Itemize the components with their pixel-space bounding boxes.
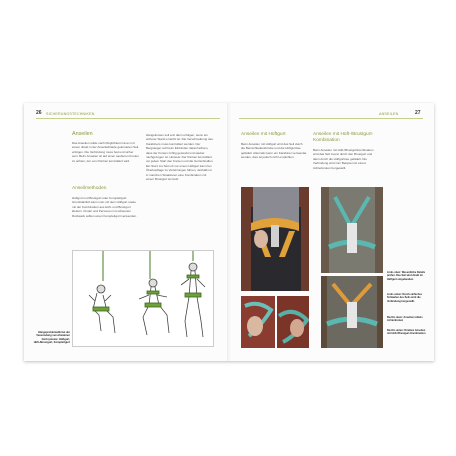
figure-caption: Hängeproblematik bei der Verwendung verschiedener Gurtsysteme: Hüftgurt, Hüft-/Brustgurt, Komplettgurt [33, 331, 70, 345]
photo-caption: Links unten: Durch einfaches Schlaufen des Seils wird die Verbindung hergestellt. [387, 293, 423, 303]
page-number-left: 26 [36, 110, 42, 116]
climber-full-harness [181, 263, 205, 337]
climber-combo-harness [139, 279, 169, 335]
climbers-drawing [73, 251, 213, 346]
hip-harness-photo [241, 187, 309, 291]
left-page [24, 103, 229, 361]
header-rule [239, 118, 423, 119]
running-head-right: ANSEILEN [379, 112, 399, 116]
combo-harness-photo [321, 187, 383, 273]
photo-caption: Rechts oben: Anseilen mittels Achterknoten [387, 316, 423, 323]
right-page [229, 103, 434, 361]
header-rule [36, 118, 220, 119]
body-text: Das Anseilen sollte nach Möglichkeit immer mit einem direkt in der Anseilschlaufe geknoteten Seil erfolgen. Die Verbindung muss fest und sicher sein. Beim Anseilen ist auf einen sauberen Knoten zu achten, der vom Partner kontrolliert wird. [72, 141, 139, 163]
climber-hip-harness [89, 285, 115, 333]
section-heading: Anseilen mit Hüftgurt [241, 132, 286, 137]
page-number-right: 27 [415, 110, 421, 116]
photo-caption: Links oben: Wesentliche Details prüfen. Das Seil wird direkt im Hüftgurt eingebunden. [387, 271, 426, 281]
photo-caption: Rechts unten: Direktes Anseilen mit Hüft-/Brustgurt-Kombination [387, 329, 426, 336]
running-head-left: SICHERUNGSTECHNIKEN [46, 112, 95, 116]
book-spread [24, 103, 434, 361]
knot-photo-1 [241, 296, 275, 348]
body-text: Hängeknoten soll erst dann erfolgen, wenn ein sicherer Stand erreicht ist. Die Verschraubung des Karabiners muss kontrolliert werden. Der Bergsteiger soll beim Einbinden darauf achten, dass der Knoten richtig gesteckt und sauber nachgezogen ist. Hinweis: Der Partner kontrolliert vor jedem Start den Knoten und die Gurtschnallen. Ein Sturz ins Seil mit nur einem Hüftgurt kann bei Überkopflage zu Verletzungen führen, deshalb ist in manchen Situationen eine Kombination mit einem Brustgurt sinnvoll. [146, 133, 214, 182]
subsection-heading: Anseilmethoden [72, 186, 107, 191]
body-text: Beim Anseilen mit Hüft-/Brustgurtkombination wird das Seil zuerst durch den Brustgurt und dann durch die Hüftgurtöse gefädelt. Die Verbindung wird zum Beispiel mit einem Achterknoten hergestellt. [313, 148, 374, 170]
body-text: Hüftgurt und Brustgurt oder Komplettgurt: Grundsätzlich kann man mit dem Hüftgurt sowie mit der Kombination aus Hüft- und Brustgurt klettern. Kinder und Personen mit schwerem Rucksack sollten einen Komplettgurt verwenden. [72, 196, 137, 218]
section-heading: Anseilen mit Hüft-/Brustgurt-Kombination [313, 132, 374, 143]
harness-illustration [72, 250, 214, 347]
knot-photo-2 [277, 296, 309, 348]
body-text: Beim Anseilen mit Hüftgurt wird das Seil durch die Beinschlaufenbrücke und die Hüftgurtöse gefädelt. Alternativ kann ein Karabiner verwendet werden, dies ist jedoch nicht empfohlen. [241, 142, 307, 160]
section-heading: Anseilen [72, 131, 93, 137]
combo-harness-detail-photo [321, 276, 383, 348]
